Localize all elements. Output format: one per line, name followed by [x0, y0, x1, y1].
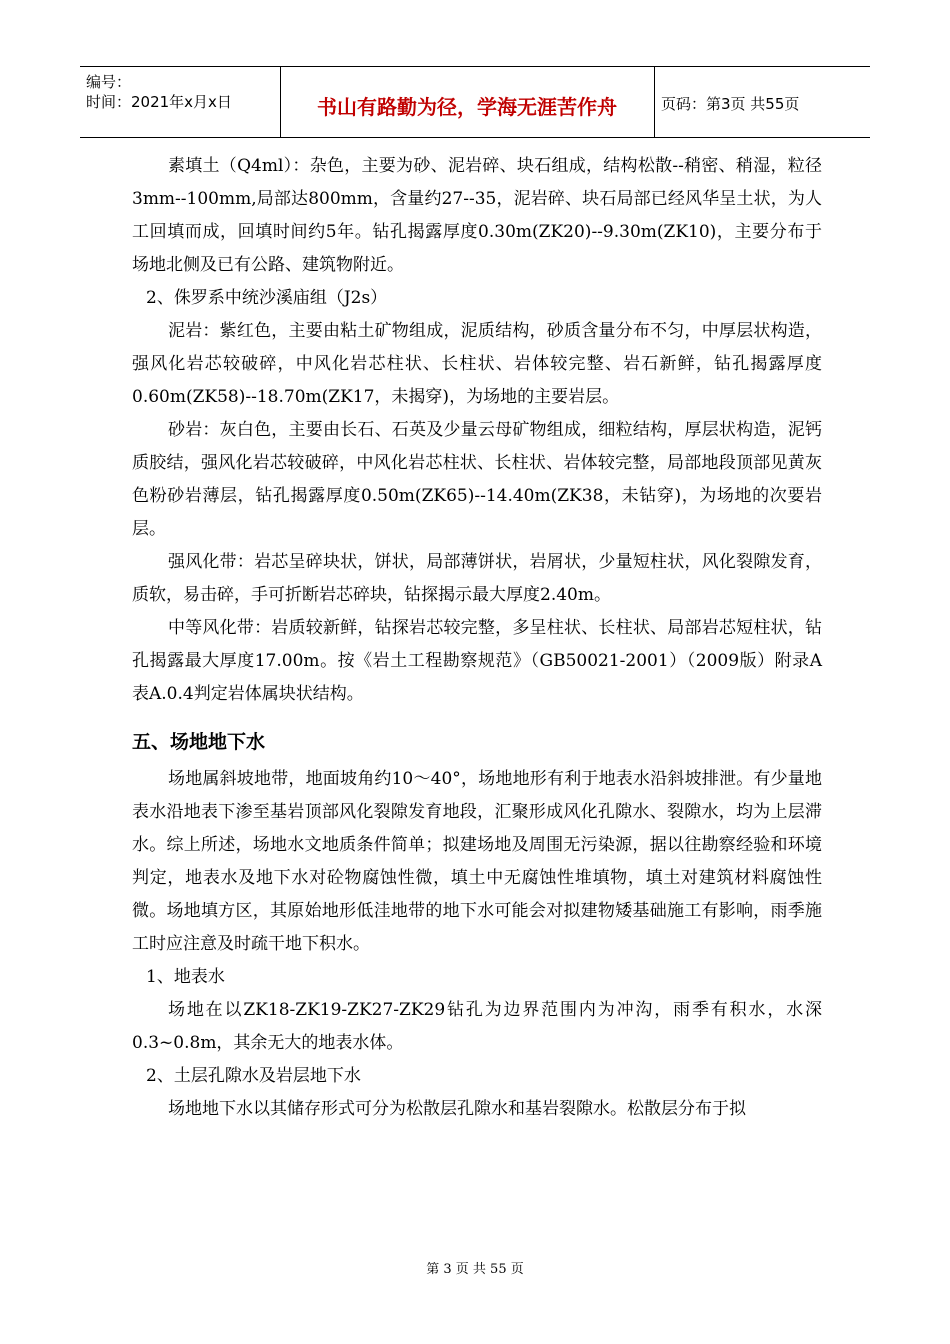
document-body — [132, 150, 822, 1126]
section-heading-groundwater: 五、场地地下水 — [132, 731, 266, 753]
document-number-label: 编号： — [86, 73, 132, 91]
paragraph-groundwater-overview: 场地属斜坡地带，地面坡角约10～40°，场地地形有利于地表水沿斜坡排泄。有少量地表水沿地表下渗至基岩顶部风化裂隙发育地段，汇聚形成风化孔隙水、裂隙水，均为上层滞水。综上所述，场地水文地质条件简单；拟建场地及周围无污染源，据以往勘察经验和环境判定，地表水及地下水对砼物腐蚀性微，填土中无腐蚀性堆填物，填土对建筑材料腐蚀性微。场地填方区，其原始地形低洼地带的地下水可能会对拟建物矮基础施工有影响，雨季施工时应注意及时疏干地下积水。 — [132, 769, 822, 954]
header-motto: 书山有路勤为径，学海无涯苦作舟 — [317, 95, 617, 119]
page-footer: 第 3 页 共 55 页 — [426, 1262, 524, 1277]
paragraph-sandstone: 砂岩：灰白色，主要由长石、石英及少量云母矿物组成，细粒结构，厚层状构造，泥钙质胶结，强风化岩芯较破碎，中风化岩芯柱状、长柱状、岩体较完整，局部地段顶部见黄灰色粉砂岩薄层，钻孔揭露厚度0.50m(ZK65)--14.40m(ZK38，未钻穿)，为场地的次要岩层。 — [132, 420, 822, 539]
paragraph-mudstone: 泥岩：紫红色，主要由粘土矿物组成，泥质结构，砂质含量分布不匀，中厚层状构造，强风化岩芯较破碎，中风化岩芯柱状、长柱状、岩体较完整、岩石新鲜，钻孔揭露厚度0.60m(ZK58)--18.70m(ZK17，未揭穿)，为场地的主要岩层。 — [132, 321, 822, 407]
subheading-jurassic: 2、侏罗系中统沙溪庙组（J2s） — [146, 288, 388, 308]
document-date-label: 时间：2021年x月x日 — [86, 93, 232, 111]
paragraph-pore-water: 场地地下水以其储存形式可分为松散层孔隙水和基岩裂隙水。松散层分布于拟 — [168, 1099, 746, 1119]
paragraph-strong-weathering: 强风化带：岩芯呈碎块状，饼状，局部薄饼状，岩屑状，少量短柱状，风化裂隙发育，质软，易击碎，手可折断岩芯碎块，钻探揭示最大厚度2.40m。 — [132, 552, 822, 605]
subheading-pore-water: 2、土层孔隙水及岩层地下水 — [146, 1066, 361, 1086]
subheading-surface-water: 1、地表水 — [146, 967, 225, 987]
header-right-cell — [654, 67, 871, 137]
document-header — [80, 66, 870, 138]
header-left-cell — [80, 67, 281, 137]
paragraph-surface-water: 场地在以ZK18-ZK19-ZK27-ZK29钻孔为边界范围内为冲沟，雨季有积水，水深0.3~0.8m，其余无大的地表水体。 — [132, 1000, 822, 1053]
paragraph-moderate-weathering: 中等风化带：岩质较新鲜，钻探岩芯较完整，多呈柱状、长柱状、局部岩芯短柱状，钻孔揭露最大厚度17.00m。按《岩土工程勘察规范》（GB50021-2001）（2009版）附录A表A.0.4判定岩体属块状结构。 — [132, 618, 822, 704]
paragraph-fill-soil: 素填土（Q4ml）：杂色，主要为砂、泥岩碎、块石组成，结构松散--稍密、稍湿，粒径3mm--100mm,局部达800mm，含量约27--35，泥岩碎、块石局部已经风华呈土状，为人工回填而成，回填时间约5年。钻孔揭露厚度0.30m(ZK20)--9.30m(ZK10)，主要分布于场地北侧及已有公路、建筑物附近。 — [132, 156, 822, 275]
header-page-label: 页码：第3页 共55页 — [661, 95, 800, 113]
